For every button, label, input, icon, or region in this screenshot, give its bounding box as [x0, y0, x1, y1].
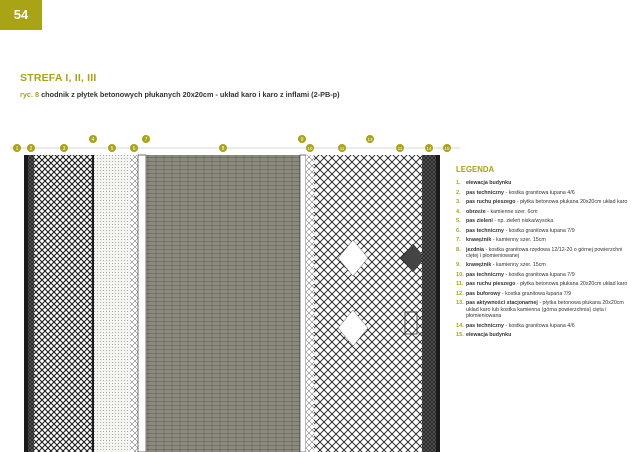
technical-strip-right [422, 155, 436, 452]
legend-item-text [466, 332, 511, 338]
roadway [146, 155, 300, 452]
legend-item [456, 323, 634, 329]
building-facade-left [24, 155, 28, 452]
legend-item [456, 228, 634, 234]
legend-item-desc: - kostka granitowa łupana 7/9 [503, 271, 575, 278]
legend-item [456, 332, 634, 338]
legend-item-text [466, 247, 634, 260]
legend-list [456, 180, 634, 339]
legend-item [456, 291, 634, 297]
legend-item-number: 2. [456, 189, 461, 196]
legend-item-name: krawężnik [466, 237, 492, 243]
legend-item-desc: - kostka granitowa łupana 7/9 [500, 290, 572, 297]
legend-item-name: elewacja budynku [466, 180, 512, 186]
legend-item-number: 10. [456, 271, 464, 278]
legend-item-name: obrzeże [466, 208, 486, 215]
legend-item-number: 1. [456, 180, 461, 186]
legend-item-name: pas techniczny [466, 322, 504, 329]
svg-text:11: 11 [397, 146, 403, 151]
marker-15 [443, 144, 451, 152]
svg-text:11: 11 [339, 146, 345, 151]
svg-text:6: 6 [132, 146, 136, 152]
green-strip [94, 155, 130, 452]
technical-strip-6 [130, 155, 138, 452]
marker-11b [396, 144, 404, 152]
legend-item-desc: - płytka betonowa płukana 20x20cm układ karo [515, 281, 628, 288]
marker-2 [27, 144, 35, 152]
legend-item-desc: - kostka granitowa łupana 4/6 [503, 189, 575, 196]
marker-5 [108, 144, 116, 152]
legend-item-desc: - kamienny szer. 15cm [491, 262, 546, 269]
legend-item [456, 300, 634, 319]
legend-item-number: 14. [456, 322, 464, 329]
svg-text:1: 1 [15, 146, 19, 152]
pavement-plan-drawing [0, 130, 460, 452]
legend-item-desc: - kostka granitowa rzędowa 12/12-20 o górnej powierzchni ciętej i płomieniowanej [466, 246, 623, 259]
marker-4 [89, 135, 97, 143]
svg-text:3: 3 [62, 146, 66, 152]
svg-text:5: 5 [110, 146, 114, 152]
section-title: STREFA I, II, III [20, 72, 97, 84]
marker-10 [306, 144, 314, 152]
legend-item-number: 7. [456, 237, 461, 243]
technical-strip-left [28, 155, 34, 452]
legend [456, 165, 634, 342]
legend-item [456, 209, 634, 215]
marker-6 [130, 144, 138, 152]
curb-9 [300, 155, 306, 452]
marker-1 [13, 144, 21, 152]
legend-item-text [466, 237, 546, 243]
legend-item-desc: - kamienny szer. 15cm [491, 237, 546, 243]
legend-item-text [466, 323, 575, 329]
marker-8 [219, 144, 227, 152]
legend-item [456, 247, 634, 260]
legend-item-number: 8. [456, 246, 461, 253]
svg-text:14: 14 [426, 146, 432, 151]
marker-14 [425, 144, 433, 152]
page-number: 54 [0, 0, 42, 30]
legend-item-desc: - kostka granitowa łupana 4/6 [503, 322, 575, 329]
legend-item-number: 13. [456, 300, 464, 307]
legend-item-name: elewacja budynku [466, 332, 512, 339]
svg-text:13: 13 [367, 137, 373, 142]
legend-item-number: 6. [456, 227, 461, 234]
svg-text:10: 10 [307, 146, 313, 151]
legend-item-text [466, 272, 575, 278]
svg-text:7: 7 [144, 137, 148, 143]
legend-item-desc: - kostka granitowa łupana 7/9 [503, 227, 575, 234]
legend-item [456, 281, 634, 287]
legend-item-number: 5. [456, 218, 461, 224]
curb-7 [138, 155, 146, 452]
legend-item-text [466, 262, 546, 268]
legend-item-name: pas aktywności stacjonarnej [466, 300, 538, 307]
legend-item-number: 11. [456, 281, 464, 288]
legend-item-name: krawężnik [466, 262, 492, 269]
legend-item-text [466, 218, 553, 224]
figure-label: ryc. 8 [20, 90, 40, 99]
legend-item [456, 262, 634, 268]
legend-item [456, 199, 634, 205]
marker-9 [298, 135, 306, 143]
legend-item-name: pas techniczny [466, 227, 504, 234]
legend-item-text [466, 228, 575, 234]
figure-caption [20, 90, 340, 99]
legend-item-number: 15. [456, 332, 464, 339]
legend-title: LEGENDA [456, 165, 495, 174]
legend-item [456, 272, 634, 278]
figure-caption-text: chodnik z płytek betonowych płukanych 20x20cm - układ karo i karo z inflami (2-PB-p) [41, 90, 340, 99]
legend-item [456, 180, 634, 186]
curb-edge-left [92, 155, 94, 452]
legend-item-desc: - np. zieleń niska/wysoka [492, 218, 554, 224]
legend-item-text [466, 190, 575, 196]
marker-7 [142, 135, 150, 143]
legend-item-number: 4. [456, 208, 461, 215]
legend-item [456, 190, 634, 196]
pedestrian-lane-right [314, 155, 422, 452]
legend-item-desc: - kamienne szer. 6cm [485, 208, 538, 215]
legend-item-text [466, 281, 627, 287]
marker-11a [338, 144, 346, 152]
building-facade-right [436, 155, 440, 452]
legend-item-name: pas techniczny [466, 189, 504, 196]
svg-text:8: 8 [221, 146, 225, 152]
svg-text:4: 4 [91, 137, 95, 143]
legend-item-number: 3. [456, 199, 461, 205]
svg-text:9: 9 [300, 137, 304, 143]
legend-item-text [466, 209, 538, 215]
legend-item-name: pas ruchu pieszego [466, 199, 516, 205]
legend-item-text [466, 199, 627, 205]
legend-item-number: 9. [456, 262, 461, 269]
legend-item-number: 12. [456, 290, 464, 297]
legend-item [456, 237, 634, 243]
svg-text:2: 2 [29, 146, 33, 152]
legend-item-name: pas techniczny [466, 271, 504, 278]
legend-item-desc: - płytka betonowa płukana 20x20cm układ karo [515, 199, 628, 205]
legend-item-name: jezdnia [466, 246, 484, 253]
marker-3 [60, 144, 68, 152]
legend-item [456, 218, 634, 224]
legend-item-desc: - płytka betonowa płukana 20x20cm układ karo lub kostka kamienna (górna powierzchnia) cięta i płomieniowana [466, 300, 624, 320]
svg-text:15: 15 [444, 146, 450, 151]
legend-item-text [466, 291, 571, 297]
legend-item-text [466, 300, 634, 319]
legend-item-name: pas zieleni [466, 218, 493, 224]
legend-item-name: pas buforowy [466, 290, 501, 297]
pedestrian-lane-left [34, 155, 92, 452]
legend-item-name: pas ruchu pieszego [466, 281, 516, 288]
technical-strip-10 [306, 155, 314, 452]
legend-item-text [466, 180, 511, 186]
marker-13 [366, 135, 374, 143]
